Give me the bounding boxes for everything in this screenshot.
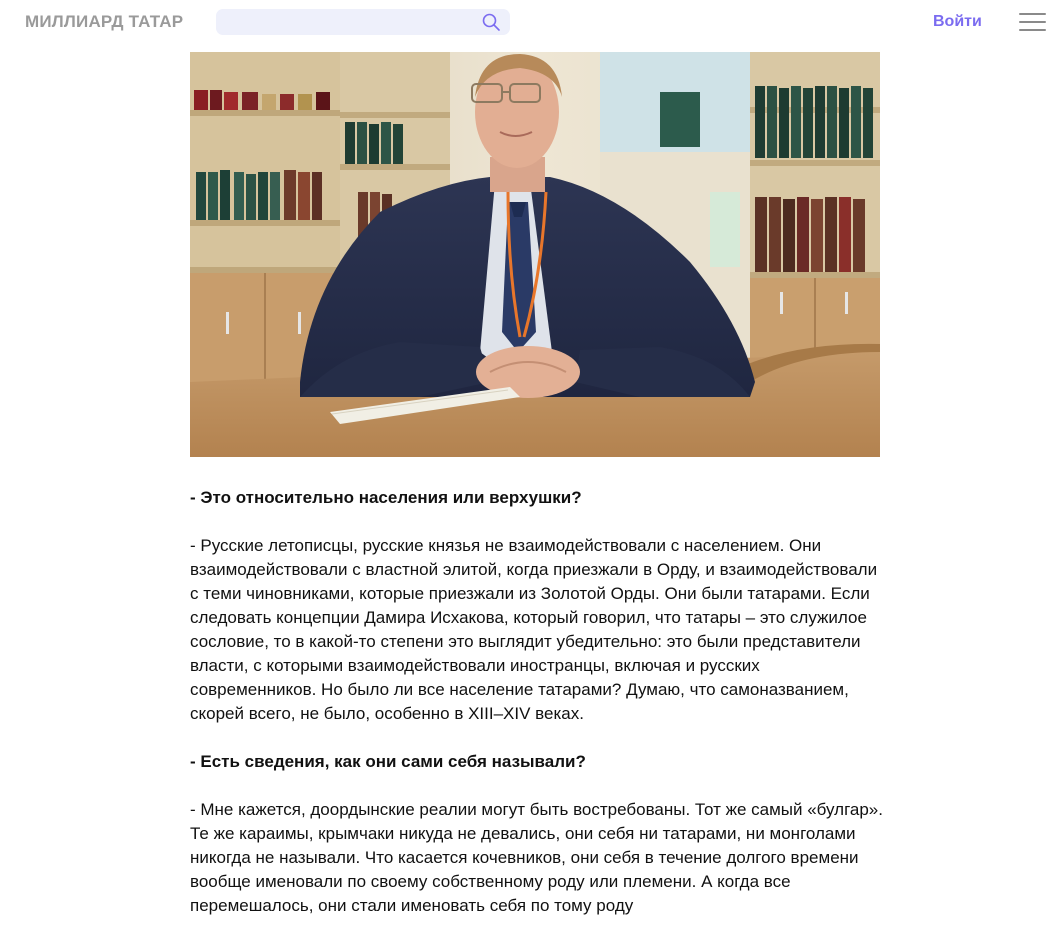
- article-question: - Это относительно населения или верхушки?: [190, 488, 582, 507]
- site-header: [0, 0, 1063, 46]
- site-logo[interactable]: МИЛЛИАРД ТАТАР: [25, 12, 184, 31]
- login-link[interactable]: Войти: [933, 13, 982, 30]
- article-hero-image: [190, 52, 880, 457]
- search-input[interactable]: [216, 9, 510, 35]
- article-answer: - Русские летописцы, русские князья не взаимодействовали с населением. Они взаимодействовали с властной элитой, когда приезжали в Орду, и взаимодействовали с теми чиновниками, которые приезжали из Золотой Орды. Они были татарами. Если следовать концепции Дамира Исхакова, который говорил, что татары – это служилое сословие, то в какой-то степени это выглядит убедительно: это были представители власти, с которыми взаимодействовали иностранцы, включая и русских современников. Но было ли все население татарами? Думаю, что самоназванием, скорей всего, не было, особенно в XIII–XIV веках.: [190, 536, 878, 723]
- portrait-photo: [190, 52, 880, 457]
- article-answer: - Мне кажется, доордынские реалии могут быть востребованы. Тот же самый «булгар». Те же караимы, крымчаки никуда не девались, они себя ни татарами, ни монголами никогда не называли. Что касается кочевников, они себя в течение долгого времени вообще именовали по своему собственному роду или племени. А когда все перемешалось, они стали именовать себя по тому роду: [190, 800, 883, 915]
- article-body: [190, 486, 890, 942]
- article-question: - Есть сведения, как они сами себя называли?: [190, 752, 586, 771]
- menu-icon[interactable]: [1019, 12, 1046, 32]
- search-icon[interactable]: [481, 12, 501, 32]
